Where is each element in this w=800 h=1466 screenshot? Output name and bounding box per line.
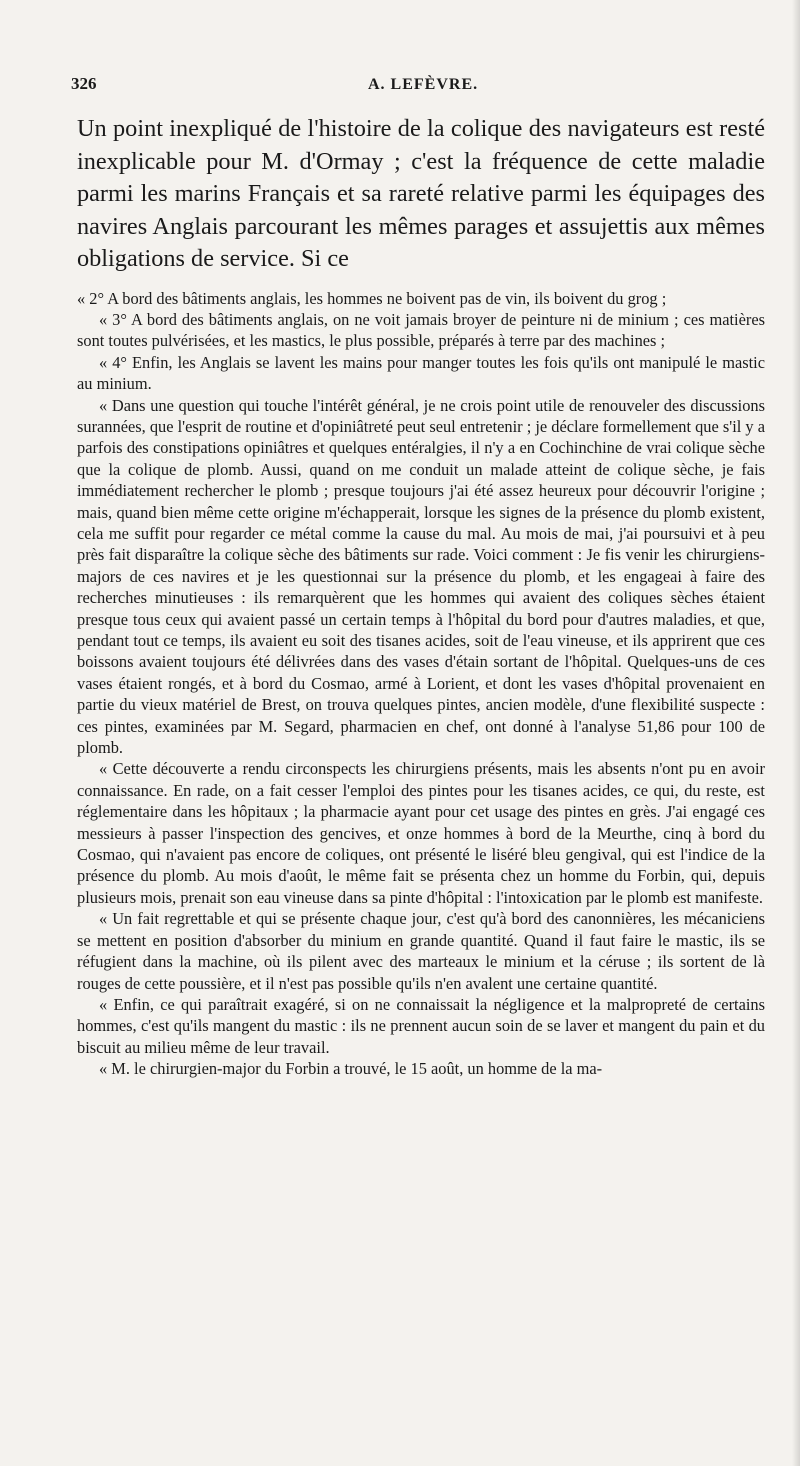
quote-paragraph: « Un fait regrettable et qui se présente chaque jour, c'est qu'à bord des canonnières, les mécaniciens se mettent en position d'absorber du minium en grande quantité. Quand il faut faire le mastic, ils se réfugient dans la machine, où ils pilent avec des marteaux le minium et la céruse ; ils sortent de là rouges de cette poussière, et il n'est pas possible qu'ils n'en avalent une certaine quantité.: [77, 909, 765, 993]
quote-paragraph: « Enfin, ce qui paraîtrait exagéré, si on ne connaissait la négligence et la malpropreté de certains hommes, c'est qu'ils mangent du mastic : ils ne prennent aucun soin de se laver et mangent du pain et du biscuit au milieu même de leur travail.: [77, 994, 765, 1057]
page-edge-shadow: [792, 0, 800, 1466]
intro-paragraph: Un point inexpliqué de l'histoire de la colique des navigateurs est resté inexplicable pour M. d'Ormay ; c'est la fréquence de cette maladie parmi les marins Français et sa rareté relative parmi les équipages des navires Anglais parcourant les mêmes parages et assujettis aux mêmes obligations de service. Si ce: [77, 115, 765, 272]
page-header: [71, 74, 761, 104]
quote-paragraph: « M. le chirurgien-major du Forbin a trouvé, le 15 août, un homme de la ma-: [99, 1059, 603, 1079]
quote-paragraph: « Cette découverte a rendu circonspects les chirurgiens présents, mais les absents n'ont pu en avoir connaissance. En rade, on a fait cesser l'emploi des pintes pour les tisanes acides, ce qui, du reste, est réglementaire dans les hôpitaux ; la pharmacie ayant pour cet usage des pintes en grès. J'ai engagé ces messieurs à passer l'inspection des gencives, et onze hommes à bord de la Meurthe, cinq à bord du Cosmao, qui n'avaient pas encore de coliques, ont présenté le liséré bleu gengival, qui est l'indice de la présence du plomb. Au mois d'août, le même fait se présenta chez un homme du Forbin, qui, depuis plusieurs mois, prenait son eau vineuse dans sa pinte d'hôpital : l'intoxication par le plomb est manifeste.: [77, 759, 765, 907]
quote-paragraph: « 2° A bord des bâtiments anglais, les hommes ne boivent pas de vin, ils boivent du grog ;: [77, 288, 667, 308]
quote-paragraph: « Dans une question qui touche l'intérêt général, je ne crois point utile de renouveler des discussions surannées, que l'esprit de routine et d'opiniâtreté peut seul entretenir ; je déclare formellement que s'il y a parfois des constipations opiniâtres et quelques entéralgies, il n'y a en Cochinchine de vrai colique sèche que la colique de plomb. Aussi, quand on me conduit un malade atteint de colique sèche, je fais immédiatement rechercher le plomb ; presque toujours j'ai été assez heureux pour découvrir l'origine ; mais, quand bien même cette origine m'échapperait, lorsque les signes de la présence du plomb existent, cela me suffit pour regarder ce métal comme la cause du mal. Au mois de mai, j'ai poursuivi et à peu près fait disparaître la colique sèche des bâtiments sur rade. Voici comment : Je fis venir les chirurgiens-majors de ces navires et je les questionnai sur la présence du plomb, et les engageai à faire des recherches minutieuses : ils remarquèrent que les hommes qui avaient des coliques sèches étaient presque tous ceux qui avaient passé un certain temps à l'hôpital du bord pour d'autres maladies, et que, pendant tout ce temps, ils avaient eu soit des tisanes acides, soit de l'eau vineuse, et ils apprirent que ces boissons avaient toujours été délivrées dans des vases d'étain sortant de l'hôpital. Quelques-uns de ces vases étaient rongés, et à bord du Cosmao, armé à Lorient, et dont les vases d'hôpital provenaient en partie du vieux matériel de Brest, on trouva quelques pintes, ancien modèle, d'une flexibilité suspecte : ces pintes, examinées par M. Segard, pharmacien en chef, ont donné à l'analyse 51,86 pour 100 de plomb.: [77, 395, 765, 758]
quote-paragraph: « 4° Enfin, les Anglais se lavent les mains pour manger toutes les fois qu'ils ont manipulé le mastic au minium.: [77, 352, 765, 394]
page-number: 326: [71, 74, 97, 93]
quote-paragraph: « 3° A bord des bâtiments anglais, on ne voit jamais broyer de peinture ni de minium ; ces matières sont toutes pulvérisées, et les mastics, le plus possible, préparés à terre par des machines ;: [77, 309, 765, 351]
body-text: [77, 113, 765, 1080]
running-head: A. LEFÈVRE.: [368, 76, 479, 93]
